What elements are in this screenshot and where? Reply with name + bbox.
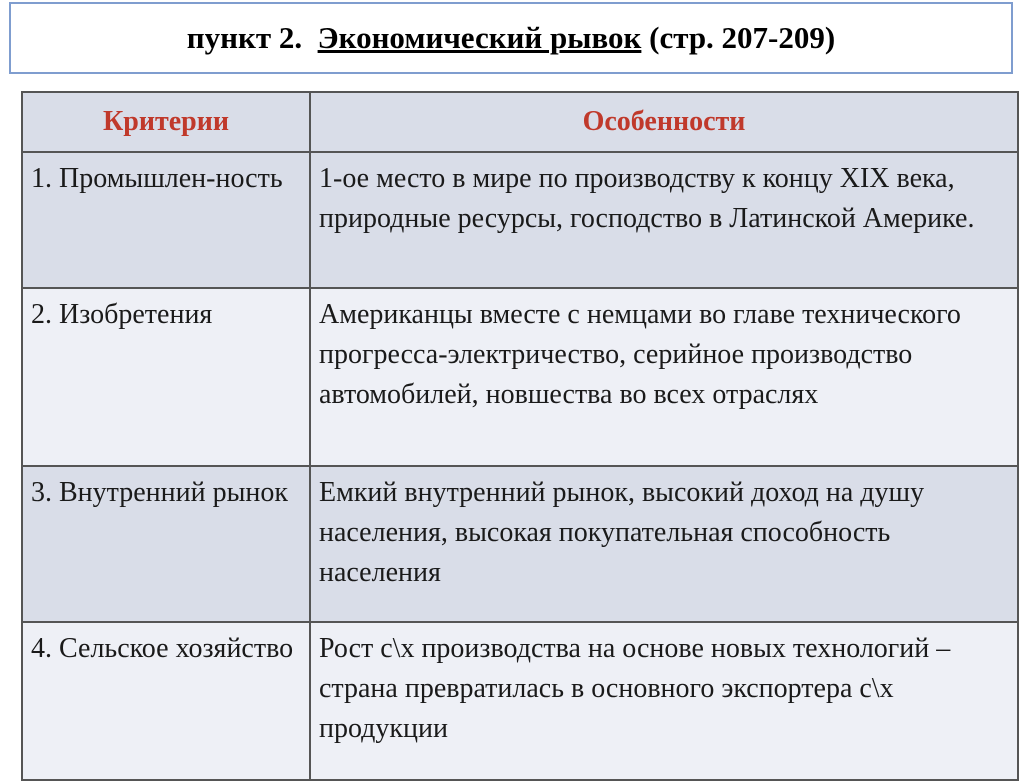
title-box: [9, 2, 1013, 74]
criteria-table: [21, 91, 1019, 781]
criterion-cell: 4. Сельское хозяйство: [22, 622, 310, 780]
title-suffix: (стр. 207-209): [649, 20, 836, 55]
table-row: [22, 466, 1018, 622]
table-row: [22, 288, 1018, 466]
criterion-cell: 3. Внутренний рынок: [22, 466, 310, 622]
feature-cell: Рост с\х производства на основе новых технологий – страна превратилась в основного экспортера с\х продукции: [310, 622, 1018, 780]
header-criteria: Критерии: [22, 92, 310, 152]
table-row: [22, 622, 1018, 780]
feature-cell: Американцы вместе с немцами во главе технического прогресса-электричество, серийное производство автомобилей, новшества во всех отраслях: [310, 288, 1018, 466]
feature-cell: 1-ое место в мире по производству к концу XIX века, природные ресурсы, господство в Латинской Америке.: [310, 152, 1018, 288]
criterion-cell: 2. Изобретения: [22, 288, 310, 466]
slide-title: [187, 20, 835, 56]
title-prefix: пункт 2.: [186, 20, 303, 55]
title-main: Экономический рывок: [317, 20, 642, 55]
header-features: Особенности: [310, 92, 1018, 152]
criterion-cell: 1. Промышлен-ность: [22, 152, 310, 288]
feature-cell: Емкий внутренний рынок, высокий доход на душу населения, высокая покупательная способность населения: [310, 466, 1018, 622]
table-header-row: [22, 92, 1018, 152]
table-row: [22, 152, 1018, 288]
